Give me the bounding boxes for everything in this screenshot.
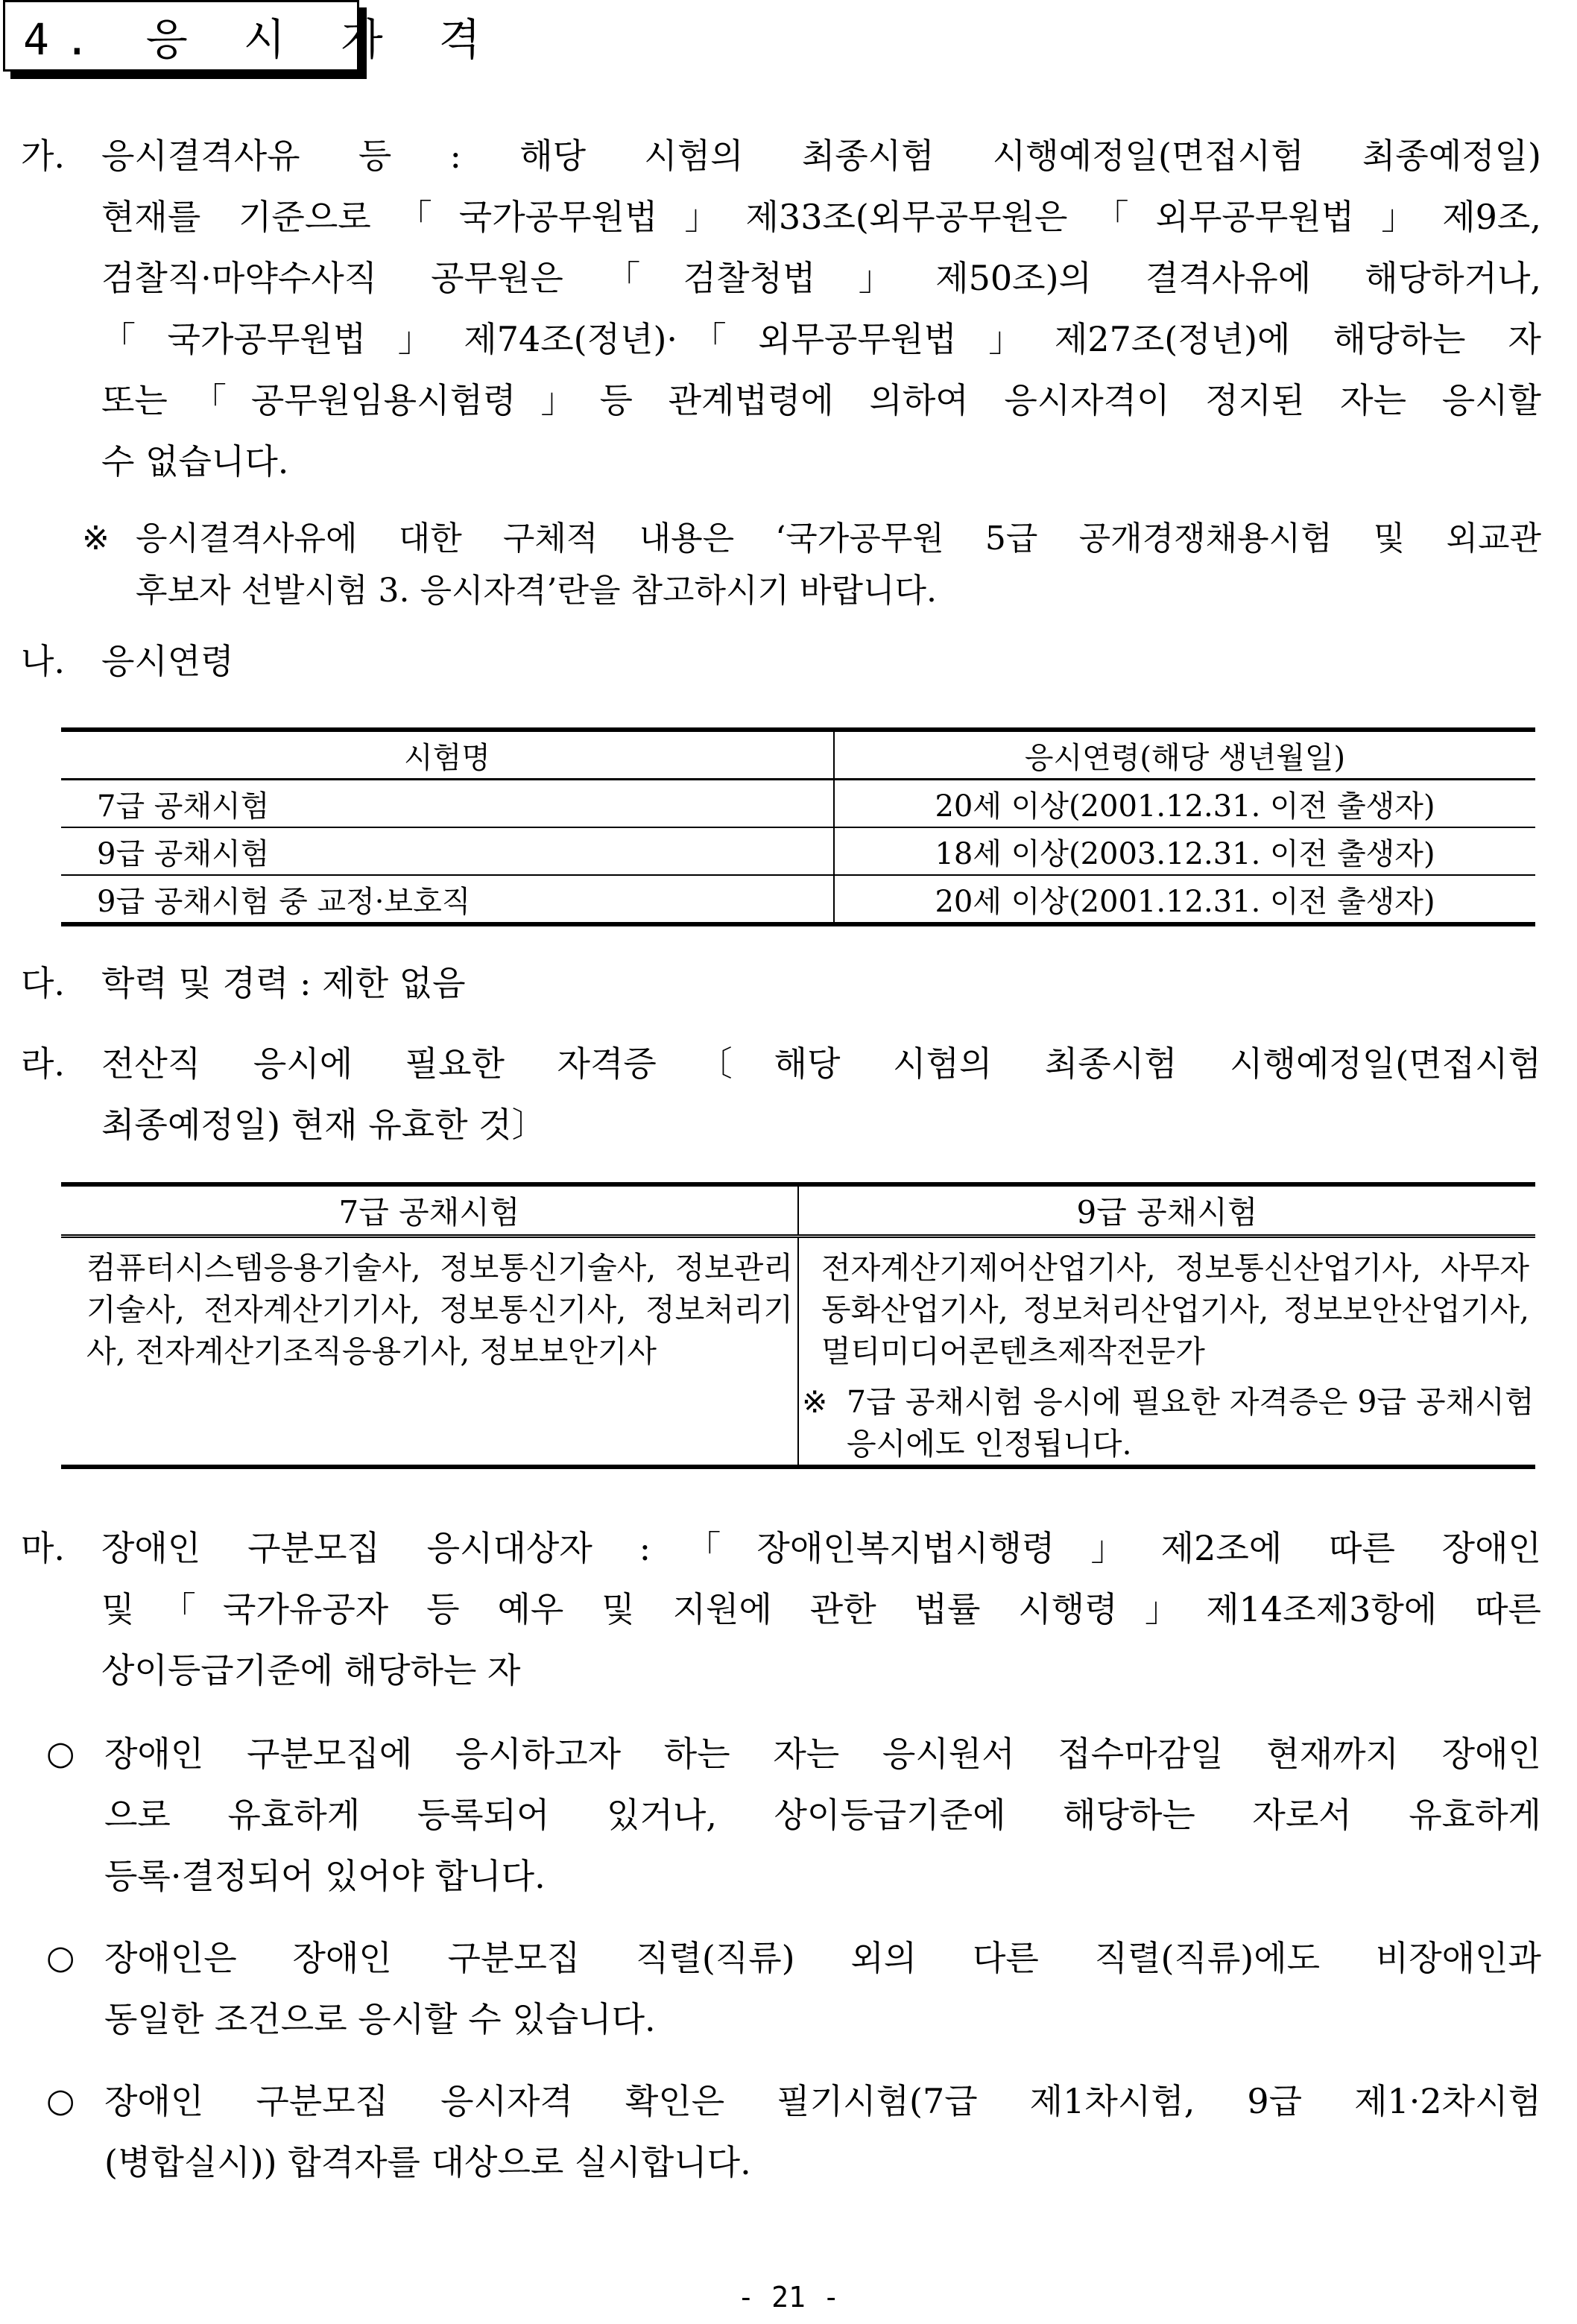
- bullet-item: [46, 1927, 1541, 2054]
- table-header-row: [61, 730, 1535, 780]
- bullet-line: 장애인은 장애인 구분모집 직렬(직류) 외의 다른 직렬(직류)에도 비장애인과: [104, 1938, 1541, 1978]
- paragraph-marker: 다.: [21, 963, 66, 1003]
- table-header: 9급 공채시험: [798, 1184, 1535, 1237]
- paragraph-title: 응시연령: [101, 641, 234, 681]
- bullet-line: (병합실시)) 합격자를 대상으로 실시합니다.: [104, 2142, 751, 2182]
- bullet-line: 동일한 조건으로 응시할 수 있습니다.: [104, 1999, 656, 2039]
- table-header: 응시연령(해당 생년월일): [834, 730, 1535, 780]
- certificate-note: [799, 1381, 1535, 1465]
- bullet-line: 등록·결정되어 있어야 합니다.: [104, 1856, 546, 1896]
- page-number: - 21 -: [737, 2281, 840, 2314]
- table-header: 시험명: [61, 730, 834, 780]
- table-cell: 18세 이상(2003.12.31. 이전 출생자): [834, 827, 1535, 875]
- note-line: 후보자 선발시험 3. 응시자격’란을 참고하시기 바랍니다.: [136, 572, 937, 610]
- bullet-line: 으로 유효하게 등록되어 있거나, 상이등급기준에 해당하는 자로서 유효하게: [104, 1795, 1541, 1835]
- age-table: [61, 727, 1535, 926]
- paragraph-line: 전산직 응시에 필요한 자격증〔해당 시험의 최종시험 시행예정일(면접시험: [101, 1043, 1541, 1084]
- paragraph-text: 학력 및 경력 : 제한 없음: [101, 963, 466, 1003]
- paragraph-marker: 마.: [21, 1528, 66, 1568]
- table-cell: 9급 공채시험: [61, 827, 834, 875]
- section-title: 4. 응 시 자 격: [23, 14, 496, 65]
- circle-bullet-icon: ○: [46, 1939, 75, 1977]
- paragraph-da: [21, 953, 1064, 1014]
- paragraph-line: 상이등급기준에 해당하는 자: [101, 1650, 521, 1690]
- table-row: [61, 1237, 1535, 1468]
- bullet-line: 장애인 구분모집에 응시하고자 하는 자는 응시원서 접수마감일 현재까지 장애인: [104, 1734, 1541, 1774]
- paragraph-line: 최종예정일) 현재 유효한 것〕: [101, 1105, 546, 1145]
- table-cell: 7급 공채시험: [61, 780, 834, 828]
- table-cell: [61, 1237, 798, 1468]
- grade9-certificates: 전자계산기제어산업기사, 정보통신산업기사, 사무자동화산업기사, 정보처리산업기사, 정보보안산업기사, 멀티미디어콘텐츠제작전문가: [821, 1250, 1529, 1369]
- table-row: [61, 827, 1535, 875]
- table-cell: 20세 이상(2001.12.31. 이전 출생자): [834, 875, 1535, 924]
- table-header-row: [61, 1184, 1535, 1237]
- bullet-line: 장애인 구분모집 응시자격 확인은 필기시험(7급 제1차시험, 9급 제1·2차시험: [104, 2081, 1541, 2121]
- note-marker: ※: [802, 1384, 828, 1420]
- paragraph-marker: 라.: [21, 1043, 66, 1084]
- paragraph-line: 검찰직·마약수사직 공무원은「검찰청법」제50조)의 결격사유에 해당하거나,: [101, 258, 1541, 298]
- ga-note: [82, 513, 1541, 617]
- table-cell: [798, 1237, 1535, 1468]
- paragraph-na: [21, 631, 766, 692]
- paragraph-ra: [21, 1033, 1541, 1160]
- certificate-table: [61, 1182, 1535, 1469]
- bullet-item: [46, 2071, 1541, 2197]
- paragraph-line: 현재를 기준으로「국가공무원법」제33조(외무공무원은「외무공무원법」제9조,: [101, 197, 1541, 237]
- circle-bullet-icon: ○: [46, 2082, 75, 2120]
- table-header: 7급 공채시험: [61, 1184, 798, 1237]
- paragraph-line: 또는「공무원임용시험령」등 관계법령에 의하여 응시자격이 정지된 자는 응시할: [101, 380, 1541, 420]
- paragraph-line: 및「국가유공자 등 예우 및 지원에 관한 법률 시행령」제14조제3항에 따른: [101, 1589, 1541, 1629]
- paragraph-line: 수 없습니다.: [101, 441, 289, 481]
- table-row: [61, 780, 1535, 828]
- paragraph-ma: [21, 1518, 1541, 1704]
- bullet-item: [46, 1723, 1541, 1910]
- paragraph-ga: [21, 125, 1541, 498]
- table-row: [61, 875, 1535, 924]
- circle-bullet-icon: ○: [46, 1734, 75, 1772]
- paragraph-marker: 가.: [21, 136, 66, 176]
- paragraph-line: 장애인 구분모집 응시대상자 :「장애인복지법시행령」제2조에 따른 장애인: [101, 1528, 1541, 1568]
- table-cell: 9급 공채시험 중 교정·보호직: [61, 875, 834, 924]
- table-cell: 20세 이상(2001.12.31. 이전 출생자): [834, 780, 1535, 828]
- note-marker: ※: [82, 520, 110, 558]
- paragraph-marker: 나.: [21, 641, 66, 681]
- section-heading-box: [3, 0, 496, 72]
- paragraph-line: 「국가공무원법」제74조(정년)·「외무공무원법」제27조(정년)에 해당하는 자: [101, 319, 1541, 359]
- paragraph-line: 응시결격사유 등 : 해당 시험의 최종시험 시행예정일(면접시험 최종예정일): [101, 136, 1541, 176]
- grade7-certificates: 컴퓨터시스템응용기술사, 정보통신기술사, 정보관리기술사, 전자계산기기사, 정보통신기사, 정보처리기사, 전자계산기조직응용기사, 정보보안기사: [86, 1250, 793, 1369]
- note-text: 7급 공채시험 응시에 필요한 자격증은 9급 공채시험 응시에도 인정됩니다.: [847, 1384, 1535, 1462]
- note-line: 응시결격사유에 대한 구체적 내용은 ‘국가공무원 5급 공개경쟁채용시험 및 외교관: [136, 520, 1541, 558]
